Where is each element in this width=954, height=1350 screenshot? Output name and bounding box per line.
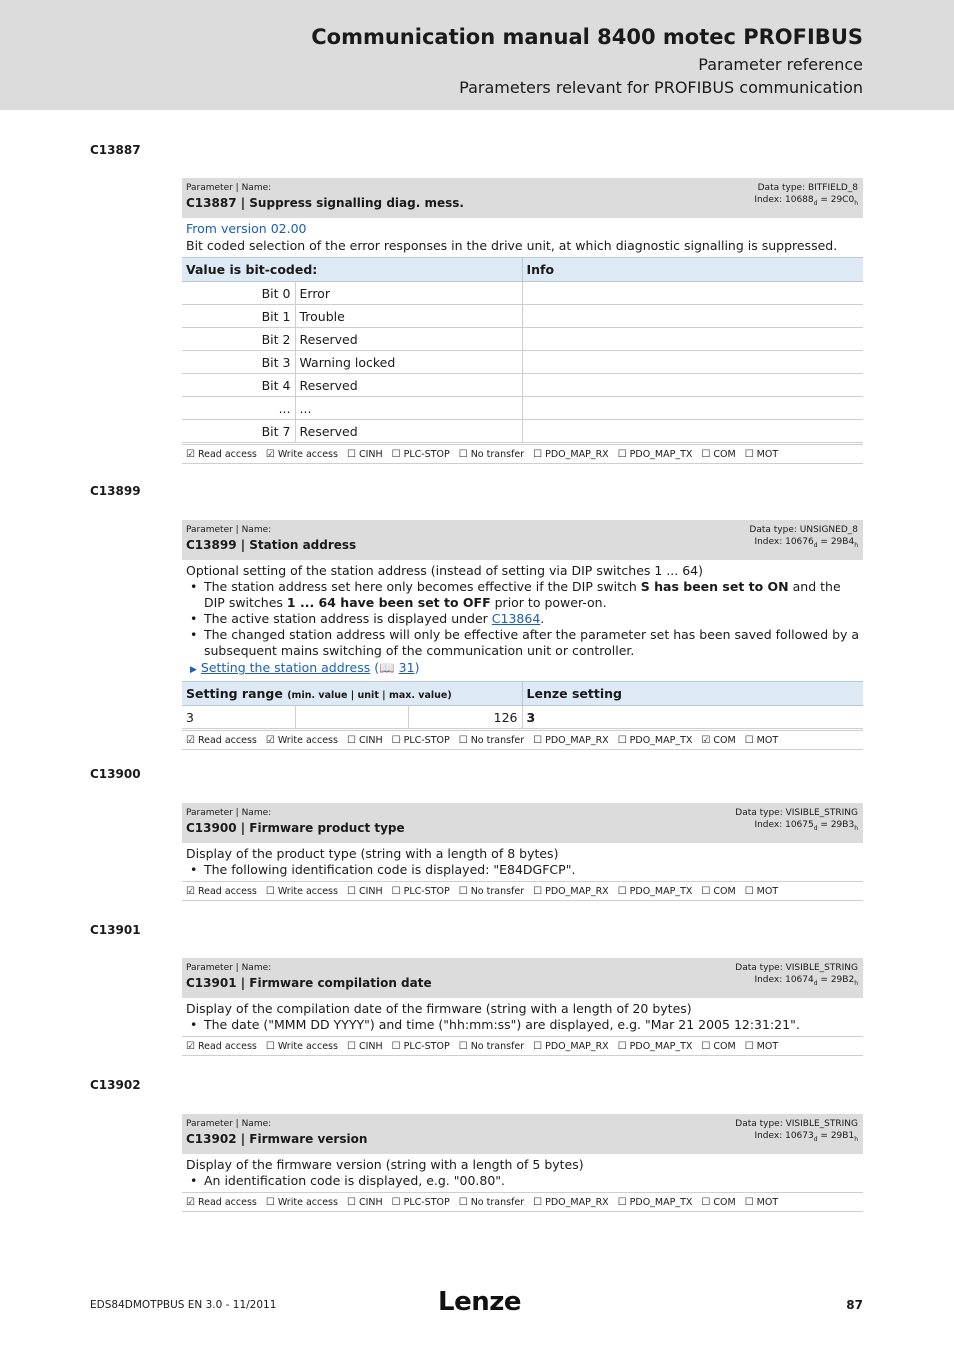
info-cell [522,282,863,305]
param-header [182,520,863,560]
unchecked-box-icon: ☐ [533,735,543,746]
access-flag [392,449,450,460]
unchecked-box-icon: ☐ [346,1197,356,1208]
unchecked-box-icon: ☐ [391,449,401,460]
access-flag-label: CINH [358,449,383,460]
access-flag-label: MOT [756,735,779,746]
access-flag-label: Write access [277,1197,338,1208]
access-flag-label: MOT [756,886,779,897]
checked-box-icon: ☑ [186,1197,195,1208]
access-flag [618,449,693,460]
unchecked-box-icon: ☐ [617,1197,627,1208]
checked-box-icon: ☑ [186,886,195,897]
bullet-list [186,579,863,659]
unchecked-box-icon: ☐ [458,886,468,897]
unchecked-box-icon: ☐ [617,449,627,460]
unchecked-box-icon: ☐ [701,1197,711,1208]
access-flag [745,886,778,897]
access-flag [533,1197,609,1208]
checked-box-icon: ☑ [265,449,275,460]
data-type: Data type: VISIBLE_STRING [735,1119,858,1129]
unchecked-box-icon: ☐ [391,886,401,897]
access-flag-label: PDO_MAP_TX [629,1041,693,1052]
access-flag-label: MOT [756,1197,779,1208]
unchecked-box-icon: ☐ [391,1041,401,1052]
access-flag-label: No transfer [470,1041,525,1052]
unchecked-box-icon: ☐ [533,1041,543,1052]
table-row [182,351,863,374]
access-flag [618,886,693,897]
access-flag [392,886,450,897]
access-flag [186,886,257,897]
access-flag-label: PDO_MAP_RX [545,886,609,897]
access-flag [701,449,735,460]
param-header [182,958,863,998]
info-cell [522,305,863,328]
access-flag [266,735,338,746]
book-icon: 📖 [379,660,395,675]
access-flag-label: Read access [197,735,257,746]
unchecked-box-icon: ☐ [701,1041,711,1052]
access-flag-label: PLC-STOP [403,1197,450,1208]
lenze-logo: Lenze [438,1287,521,1317]
setting-range-header: Setting range (min. value | unit | max. value) [182,682,522,706]
data-type: Data type: BITFIELD_8 [757,183,858,193]
unchecked-box-icon: ☐ [533,449,543,460]
access-flag-label: PDO_MAP_TX [629,449,693,460]
access-flag [347,1041,383,1052]
param-block-c13899 [182,520,863,750]
bit-cell: Bit 3 [182,351,295,374]
info-cell [522,420,863,443]
page-header [0,0,954,110]
param-block-c13887 [182,178,863,464]
access-flag [533,735,609,746]
bit-table-header-info: Info [522,258,863,282]
unchecked-box-icon: ☐ [265,886,275,897]
param-title: C13899 | Station address [186,538,357,552]
setting-range-table [182,681,863,729]
info-cell [522,397,863,420]
access-flag [745,1197,778,1208]
access-flag [186,449,257,460]
lenze-setting-value: 3 [522,706,863,729]
access-flag [186,1197,257,1208]
access-flag [347,735,383,746]
unchecked-box-icon: ☐ [744,886,754,897]
access-flag-label: No transfer [470,1197,525,1208]
table-row [182,397,863,420]
unchecked-box-icon: ☐ [265,1041,275,1052]
access-flag-label: PLC-STOP [403,449,450,460]
max-value: 126 [408,706,522,729]
unchecked-box-icon: ☐ [458,735,468,746]
access-flag-label: Read access [197,449,257,460]
access-flag [701,1197,735,1208]
param-name-label: Parameter | Name: [186,1119,272,1129]
bit-name-cell: Reserved [295,328,522,351]
access-flag [392,1197,450,1208]
document-id: EDS84DMOTPBUS EN 3.0 - 11/2011 [90,1299,277,1311]
param-index: Index: $10675_d = 29B3_h$ [754,820,858,832]
unchecked-box-icon: ☐ [346,449,356,460]
checked-box-icon: ☑ [186,1041,195,1052]
access-flag-label: Write access [277,1041,338,1052]
access-flag [266,449,338,460]
param-header [182,1114,863,1154]
access-flag [745,1041,778,1052]
section-label-c13901: C13901 [90,923,141,937]
param-name-label: Parameter | Name: [186,525,272,535]
page-ref-link[interactable]: 31 [398,660,415,675]
list-item: • An identification code is displayed, e.g. "00.80". [186,1173,863,1189]
access-flag [392,1041,450,1052]
access-flag-label: PDO_MAP_TX [629,886,693,897]
access-flag-label: MOT [756,449,779,460]
access-flag-label: Write access [277,735,338,746]
access-flag-label: COM [713,449,736,460]
list-item: • The changed station address will only be effective after the parameter set has been saved followed by a subsequent mains switching of the communication unit or controller. [186,627,863,659]
unchecked-box-icon: ☐ [391,1197,401,1208]
param-description: Display of the compilation date of the firmware (string with a length of 20 bytes) [186,1001,692,1016]
access-flag-label: Read access [197,1197,257,1208]
min-value: 3 [182,706,295,729]
access-flag-label: CINH [358,1041,383,1052]
access-flag-label: PLC-STOP [403,735,450,746]
unchecked-box-icon: ☐ [533,1197,543,1208]
access-flag-label: MOT [756,1041,779,1052]
unchecked-box-icon: ☐ [744,735,754,746]
access-flags [182,1036,863,1056]
access-flag-label: No transfer [470,449,525,460]
bit-cell: ... [182,397,295,420]
param-description: Display of the firmware version (string with a length of 5 bytes) [186,1157,584,1172]
bullet-list [186,1017,863,1033]
unit-value [295,706,408,729]
unchecked-box-icon: ☐ [391,735,401,746]
access-flag [618,1041,693,1052]
param-name-label: Parameter | Name: [186,963,272,973]
bit-cell: Bit 1 [182,305,295,328]
access-flag-label: No transfer [470,886,525,897]
checked-box-icon: ☑ [265,735,275,746]
access-flag-label: PDO_MAP_RX [545,735,609,746]
access-flag [459,1041,524,1052]
list-item: • The station address set here only becomes effective if the DIP switch S has been set to ON and the DIP switches 1 ... 64 have been set to OFF prior to power-on. [186,579,863,611]
param-block-c13901 [182,958,863,1056]
access-flag [266,1197,338,1208]
param-header [182,803,863,843]
chapter-title: Parameter reference [698,55,863,74]
param-index: Index: $10673_d = 29B1_h$ [754,1131,858,1143]
checked-box-icon: ☑ [186,449,195,460]
access-flag-label: COM [713,1041,736,1052]
access-flag [266,1041,338,1052]
access-flag [533,449,609,460]
checked-box-icon: ☑ [186,735,195,746]
access-flags [182,1192,863,1212]
access-flag-label: CINH [358,886,383,897]
access-flag [701,1041,735,1052]
list-item: • The following identification code is displayed: "E84DGFCP". [186,862,863,878]
bullet-list [186,862,863,878]
list-item: • The date ("MMM DD YYYY") and time ("hh:mm:ss") are displayed, e.g. "Mar 21 2005 12:31:21". [186,1017,863,1033]
unchecked-box-icon: ☐ [744,1197,754,1208]
access-flag [459,886,524,897]
access-flag-label: Read access [197,1041,257,1052]
access-flag [186,735,257,746]
access-flag-label: COM [713,886,736,897]
table-row [182,328,863,351]
bit-table-header-value: Value is bit-coded: [182,258,522,282]
param-header [182,178,863,218]
unchecked-box-icon: ☐ [744,1041,754,1052]
access-flag [459,449,524,460]
access-flag-label: CINH [358,735,383,746]
access-flag [347,449,383,460]
param-title: C13901 | Firmware compilation date [186,976,432,990]
section-label-c13899: C13899 [90,484,141,498]
table-row [182,282,863,305]
access-flag [701,735,735,746]
param-block-c13900 [182,803,863,901]
param-index: Index: $10688_d = 29C0_h$ [754,195,858,207]
lenze-setting-header: Lenze setting [522,682,863,706]
access-flag-label: CINH [358,1197,383,1208]
section-label-c13902: C13902 [90,1078,141,1092]
access-flag [618,1197,693,1208]
access-flag-label: PDO_MAP_TX [629,735,693,746]
param-description: Display of the product type (string with a length of 8 bytes) [186,846,559,861]
manual-title: Communication manual 8400 motec PROFIBUS [311,25,863,49]
unchecked-box-icon: ☐ [346,886,356,897]
access-flag-label: Write access [277,449,338,460]
info-cell [522,374,863,397]
access-flag [533,886,609,897]
access-flag-label: COM [713,735,736,746]
data-type: Data type: VISIBLE_STRING [735,808,858,818]
bit-cell: Bit 7 [182,420,295,443]
bit-name-cell: Warning locked [295,351,522,374]
access-flag-label: No transfer [470,735,525,746]
info-cell [522,351,863,374]
unchecked-box-icon: ☐ [458,1041,468,1052]
unchecked-box-icon: ☐ [617,1041,627,1052]
table-row [182,305,863,328]
access-flag-label: Read access [197,886,257,897]
info-cell [522,328,863,351]
access-flags [182,444,863,464]
bullet-list [186,1173,863,1189]
access-flags [182,730,863,750]
table-row [182,420,863,443]
access-flag-label: PLC-STOP [403,1041,450,1052]
param-name-label: Parameter | Name: [186,183,272,193]
param-name-label: Parameter | Name: [186,808,272,818]
unchecked-box-icon: ☐ [744,449,754,460]
param-description: Bit coded selection of the error responses in the drive unit, at which diagnostic signalling is suppressed. [186,238,838,253]
access-flags [182,881,863,901]
data-type: Data type: VISIBLE_STRING [735,963,858,973]
unchecked-box-icon: ☐ [346,1041,356,1052]
unchecked-box-icon: ☐ [701,449,711,460]
param-title: C13900 | Firmware product type [186,821,405,835]
param-title: C13902 | Firmware version [186,1132,368,1146]
bit-name-cell: Reserved [295,374,522,397]
access-flag-label: PDO_MAP_RX [545,449,609,460]
param-index: Index: $10676_d = 29B4_h$ [754,537,858,549]
access-flag [266,886,338,897]
unchecked-box-icon: ☐ [617,886,627,897]
section-title: Parameters relevant for PROFIBUS communication [459,78,863,97]
access-flag-label: PDO_MAP_TX [629,1197,693,1208]
access-flag [186,1041,257,1052]
bit-name-cell: Trouble [295,305,522,328]
access-flag [745,735,778,746]
table-row [182,706,863,729]
version-note: From version 02.00 [186,221,307,236]
access-flag [618,735,693,746]
bit-cell: Bit 4 [182,374,295,397]
page-number: 87 [846,1298,863,1312]
param-block-c13902 [182,1114,863,1212]
arrow-right-icon: ▶ [190,665,197,675]
bit-table [182,257,863,443]
access-flag [701,886,735,897]
bit-cell: Bit 2 [182,328,295,351]
data-type: Data type: UNSIGNED_8 [749,525,858,535]
access-flag [459,1197,524,1208]
unchecked-box-icon: ☐ [265,1197,275,1208]
access-flag [745,449,778,460]
table-row [182,374,863,397]
unchecked-box-icon: ☐ [533,886,543,897]
station-address-link[interactable]: Setting the station address [200,660,371,675]
section-label-c13887: C13887 [90,143,141,157]
bit-name-cell: ... [295,397,522,420]
access-flag-label: PDO_MAP_RX [545,1041,609,1052]
access-flag [533,1041,609,1052]
checked-box-icon: ☑ [701,735,711,746]
access-flag [347,1197,383,1208]
access-flag-label: Write access [277,886,338,897]
unchecked-box-icon: ☐ [346,735,356,746]
bit-name-cell: Error [295,282,522,305]
access-flag [392,735,450,746]
param-index: Index: $10674_d = 29B2_h$ [754,975,858,987]
section-label-c13900: C13900 [90,767,141,781]
access-flag-label: COM [713,1197,736,1208]
bit-name-cell: Reserved [295,420,522,443]
list-item: • The active station address is displayed under C13864. [186,611,863,627]
param-title: C13887 | Suppress signalling diag. mess. [186,196,464,210]
unchecked-box-icon: ☐ [617,735,627,746]
unchecked-box-icon: ☐ [458,1197,468,1208]
access-flag-label: PDO_MAP_RX [545,1197,609,1208]
bit-cell: Bit 0 [182,282,295,305]
unchecked-box-icon: ☐ [701,886,711,897]
c13864-link[interactable]: C13864 [491,611,541,626]
param-description: Optional setting of the station address (instead of setting via DIP switches 1 ... 64) [186,563,703,578]
cross-reference: ▶ Setting the station address (📖 31) [190,660,420,675]
unchecked-box-icon: ☐ [458,449,468,460]
access-flag [347,886,383,897]
access-flag [459,735,524,746]
access-flag-label: PLC-STOP [403,886,450,897]
